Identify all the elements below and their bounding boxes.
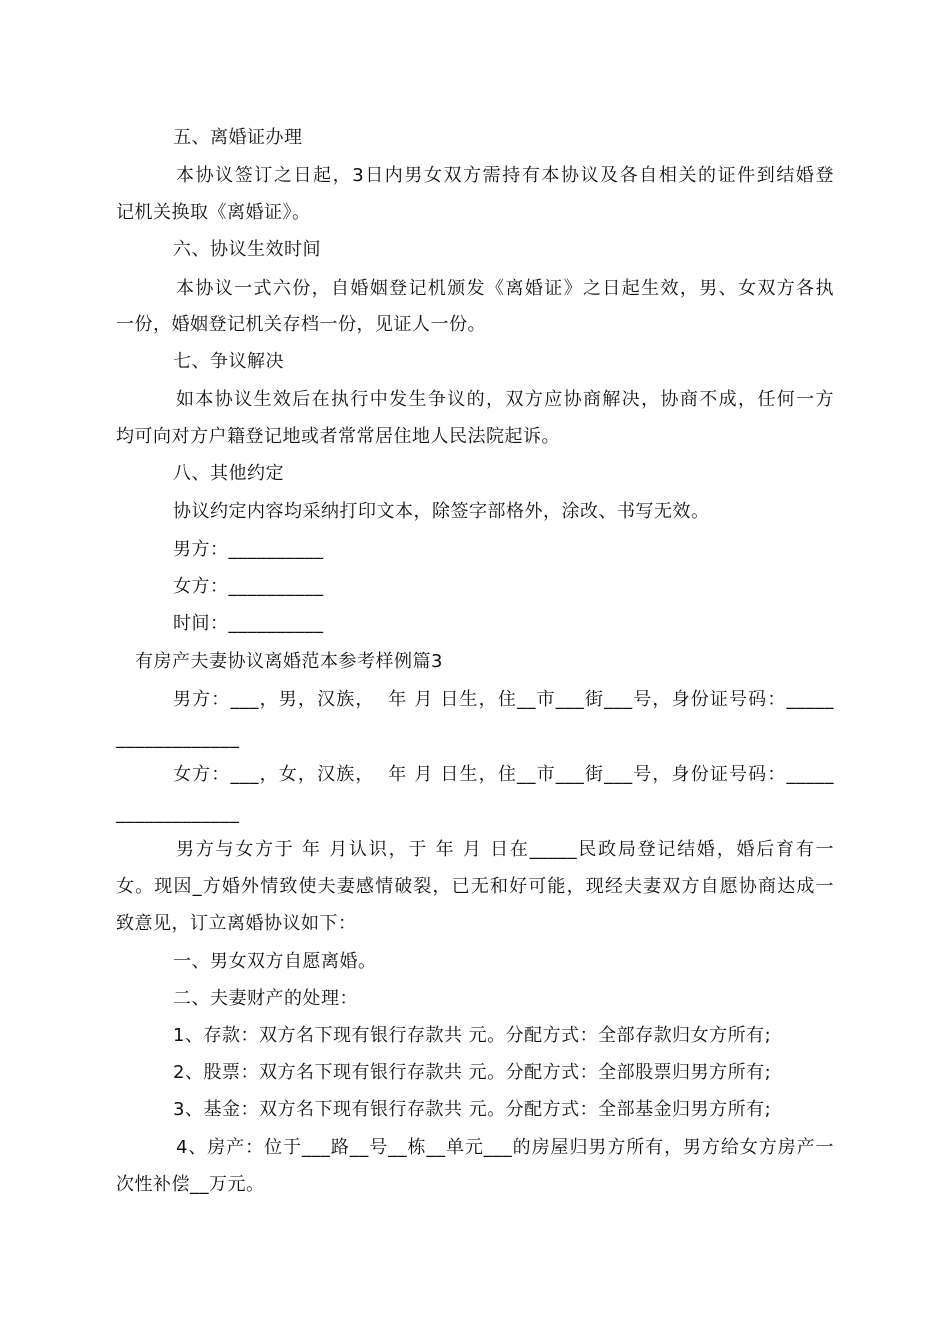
paragraph-line: 4、房产：位于___路__号__栋__单元___的房屋归男方所有，男方给女方房产一 xyxy=(176,1137,834,1158)
paragraph-line: 男方：___，男，汉族， 年 月 日生，住__市___街___号，身份证号码：_____ xyxy=(173,689,834,710)
paragraph-line: 二、夫妻财产的处理： xyxy=(173,988,358,1009)
signature-female-line: 女方：__________ xyxy=(173,576,324,597)
signature-male-line: 男方：__________ xyxy=(173,539,324,560)
section-heading-7: 七、争议解决 xyxy=(173,351,284,372)
paragraph-line: 记机关换取《离婚证》。 xyxy=(116,202,311,223)
article-title: 有房产夫妻协议离婚范本参考样例篇3 xyxy=(135,651,443,672)
paragraph-line: 本协议一式六份，自婚姻登记机颁发《离婚证》之日起生效，男、女双方各执 xyxy=(176,278,834,299)
paragraph-line: 次性补偿__万元。 xyxy=(116,1174,265,1195)
section-heading-8: 八、其他约定 xyxy=(173,463,284,484)
paragraph-line: 均可向对方户籍登记地或者常常居住地人民法院起诉。 xyxy=(116,426,560,447)
signature-date-line: 时间：__________ xyxy=(173,613,324,634)
paragraph-line: 本协议签订之日起，3日内男女双方需持有本协议及各自相关的证件到结婚登 xyxy=(176,165,834,186)
section-heading-5: 五、离婚证办理 xyxy=(173,127,303,148)
paragraph-line: 女方：___，女，汉族， 年 月 日生，住__市___街___号，身份证号码：_____ xyxy=(173,764,834,785)
section-heading-6: 六、协议生效时间 xyxy=(173,239,321,260)
paragraph-line: 男方与女方于 年 月认识，于 年 月 日在_____民政局登记结婚，婚后育有一 xyxy=(176,839,834,860)
paragraph-line: 女。现因_方婚外情致使夫妻感情破裂，已无和好可能，现经夫妻双方自愿协商达成一 xyxy=(116,876,834,897)
paragraph-line: 一、男女双方自愿离婚。 xyxy=(173,951,377,972)
paragraph-line: 3、基金：双方名下现有银行存款共 元。分配方式：全部基金归男方所有; xyxy=(173,1099,772,1120)
paragraph-line: 1、存款：双方名下现有银行存款共 元。分配方式：全部存款归女方所有; xyxy=(173,1025,772,1046)
paragraph-line: _____________ xyxy=(116,803,240,824)
paragraph-line: 一份，婚姻登记机关存档一份，见证人一份。 xyxy=(116,314,486,335)
paragraph-line: 如本协议生效后在执行中发生争议的，双方应协商解决，协商不成，任何一方 xyxy=(176,389,834,410)
paragraph-line: 协议约定内容均采纳打印文本，除签字部格外，涂改、书写无效。 xyxy=(173,501,710,522)
paragraph-line: 致意见，订立离婚协议如下： xyxy=(116,913,357,934)
paragraph-line: _____________ xyxy=(116,728,240,749)
paragraph-line: 2、股票：双方名下现有银行存款共 元。分配方式：全部股票归男方所有; xyxy=(173,1062,772,1083)
